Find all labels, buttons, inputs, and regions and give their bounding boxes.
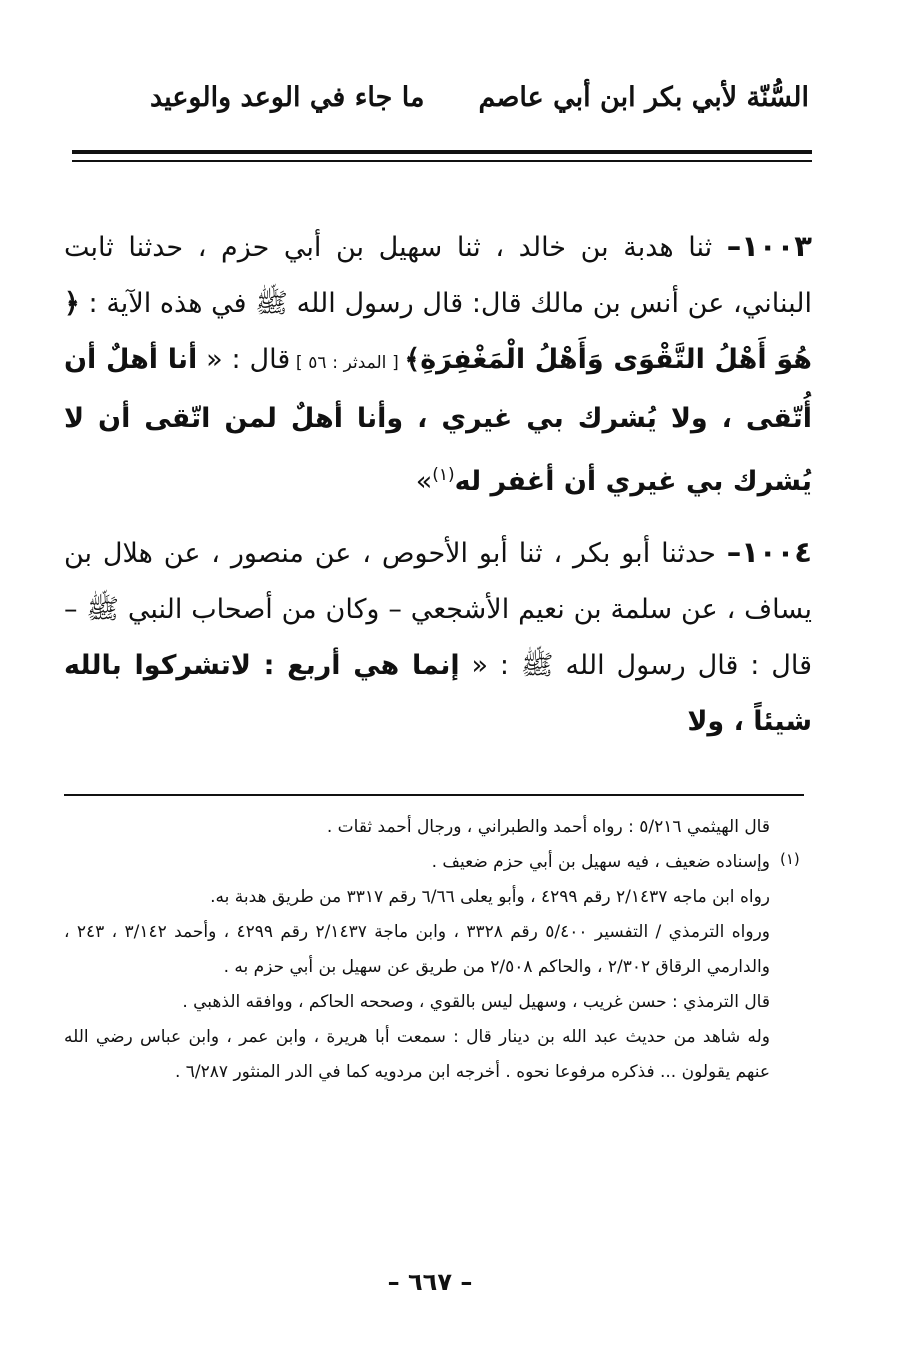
- closing-quote: »: [415, 466, 433, 497]
- footnote-line: قال الهيثمي ٥/٢١٦ : رواه أحمد والطبراني ، ورجال أحمد ثقات .: [326, 817, 770, 837]
- footnote-line: ورواه الترمذي / التفسير ٥/٤٠٠ رقم ٣٣٢٨ ، وابن ماجة ٢/١٤٣٧ رقم ٤٢٩٩ ، وأحمد ٣/١٤٢ ، ٢٤٣ ، والدارمي الرقاق ٢/٣٠٢ ، والحاكم ٢/٥٠٨ من طريق عن سهيل بن أبي حزم به .: [64, 922, 770, 977]
- footnote-rule: [64, 794, 804, 796]
- verse-reference: [ المدثر : ٥٦ ]: [290, 353, 405, 373]
- prophetic-saying: أنا أهلٌ أن أُتّقى ، ولا يُشرك بي غيري ، وأنا أهلٌ لمن اتّقى أن لا يُشرك بي غيري أن أغفر له: [64, 344, 812, 497]
- header-rule-thick: [72, 150, 812, 154]
- prophetic-saying: إنما هي أربع : لاتشركوا بالله شيئاً ، ولا: [64, 650, 812, 737]
- running-header-chapter-title: ما جاء في الوعد والوعيد: [150, 82, 425, 113]
- isnad-chain: حدثنا أبو بكر ، ثنا أبو الأحوص ، عن منصور ، عن هلال بن يساف ، عن سلمة بن نعيم الأشجعي – وكان من أصحاب النبي ﷺ – قال : قال رسول الله ﷺ : «: [64, 538, 812, 681]
- said-text: قال : «: [197, 344, 291, 375]
- hadith-number: ١٠٠٣–: [726, 229, 812, 263]
- footnotes: [64, 810, 770, 1090]
- footnote-line: رواه ابن ماجه ٢/١٤٣٧ رقم ٤٢٩٩ ، وأبو يعلى ٦/٦٦ رقم ٣٣١٧ من طريق هدبة به.: [210, 887, 770, 907]
- header-rule-thin: [72, 160, 812, 162]
- isnad-chain: ثنا هدبة بن خالد ، ثنا سهيل بن أبي حزم ، حدثنا ثابت البناني، عن أنس بن مالك قال: قال رسول الله ﷺ في هذه الآية :: [64, 232, 812, 319]
- hadith-number: ١٠٠٤–: [726, 535, 812, 569]
- hadith-1004: [64, 524, 812, 750]
- footnote-line: قال الترمذي : حسن غريب ، وسهيل ليس بالقوي ، وصححه الحاكم ، ووافقه الذهبي .: [182, 992, 770, 1012]
- running-header-book-title: السُّنّة لأبي بكر ابن أبي عاصم: [478, 82, 809, 113]
- main-text: [64, 218, 812, 764]
- hadith-1003: [64, 218, 812, 510]
- page-number: – ٦٦٧ –: [387, 1268, 473, 1296]
- footnote-line: وله شاهد من حديث عبد الله بن دينار قال : سمعت أبا هريرة ، وابن عمر ، وابن عباس رضي الله عنهم يقولون ... فذكره مرفوعا نحوه . أخرجه ابن مردويه كما في الدر المنثور ٦/٢٨٧ .: [64, 1027, 770, 1082]
- quran-verse: ﴿ هُوَ أَهْلُ التَّقْوَى وَأَهْلُ الْمَغْفِرَةِ﴾: [64, 288, 812, 375]
- footnote-reference: (١): [432, 465, 455, 485]
- footnote-line: وإسناده ضعيف ، فيه سهيل بن أبي حزم ضعيف .: [431, 852, 770, 872]
- footnote-mark: (١): [780, 850, 800, 868]
